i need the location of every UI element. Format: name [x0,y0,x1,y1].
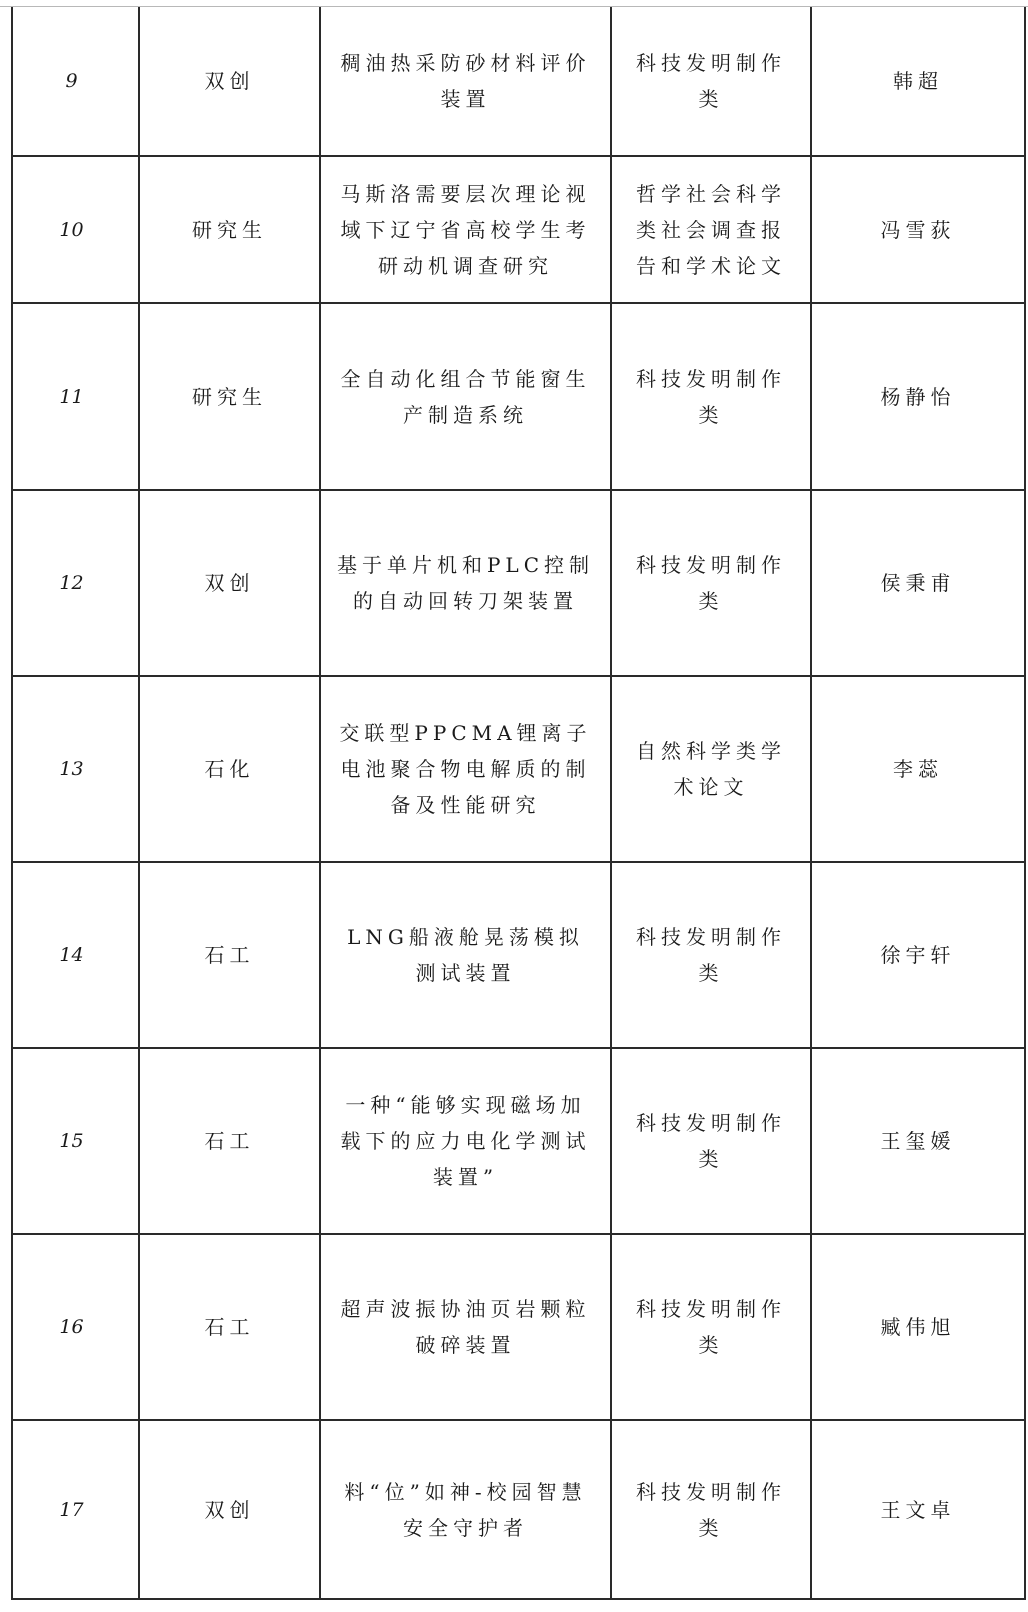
row-number: 17 [59,1498,84,1521]
title-cell [320,156,611,303]
name-cell [811,1234,1025,1420]
unit-cell [139,7,320,156]
table-row [12,490,1025,676]
row-number-cell [12,676,139,862]
name-cell [811,490,1025,676]
table-row [12,1234,1025,1420]
category-cell [611,1048,811,1234]
person-name: 杨静怡 [880,384,956,409]
table-row [12,1048,1025,1234]
name-cell [811,1048,1025,1234]
table-row [12,7,1025,156]
title-cell [320,1420,611,1599]
project-title: 料“位”如神-校园智慧安全守护者 [344,1479,587,1540]
category-text: 科技发明制作类 [636,925,786,985]
title-cell [320,862,611,1048]
row-number-cell [12,1048,139,1234]
row-number-cell [12,1234,139,1420]
name-cell [811,156,1025,303]
table-row [12,156,1025,303]
name-cell [811,303,1025,490]
row-number: 13 [59,758,84,780]
name-cell [811,1420,1025,1599]
category-cell [611,676,811,862]
person-name: 冯雪荻 [880,217,956,242]
title-cell [320,490,611,676]
title-cell [320,1234,611,1420]
category-text: 科技发明制作类 [636,366,786,427]
unit-text: 双创 [204,571,255,595]
unit-text: 石工 [204,943,255,967]
person-name: 王玺媛 [880,1129,956,1153]
project-title: 一种“能够实现磁场加载下的应力电化学测试装置” [340,1093,591,1189]
unit-cell [139,156,320,303]
unit-cell [139,1048,320,1234]
person-name: 徐宇轩 [880,943,956,967]
project-title: 交联型PPCMA锂离子电池聚合物电解质的制备及性能研究 [339,721,592,817]
table-row [12,1420,1025,1599]
name-cell [811,676,1025,862]
title-cell [320,7,611,156]
table-row [12,303,1025,490]
category-text: 科技发明制作类 [636,553,786,613]
unit-text: 研究生 [192,384,267,409]
project-title: 全自动化组合节能窗生产制造系统 [340,366,591,427]
project-table [11,7,1026,1600]
unit-cell [139,1420,320,1599]
row-number: 16 [59,1316,84,1338]
row-number: 15 [59,1130,84,1152]
row-number-cell [12,1420,139,1599]
project-title: 稠油热采防砂材料评价装置 [340,51,591,111]
row-number: 14 [59,944,84,966]
project-title: 超声波振协油页岩颗粒破碎装置 [340,1297,591,1357]
unit-text: 石工 [204,1315,255,1339]
row-number-cell [12,490,139,676]
person-name: 臧伟旭 [880,1315,956,1339]
project-title: 马斯洛需要层次理论视域下辽宁省高校学生考研动机调查研究 [340,181,591,278]
unit-text: 石化 [204,757,255,781]
project-title: LNG船液舱晃荡模拟测试装置 [347,925,584,985]
name-cell [811,7,1025,156]
unit-cell [139,862,320,1048]
category-cell [611,862,811,1048]
category-text: 科技发明制作类 [636,51,786,111]
row-number: 10 [59,218,84,241]
category-cell [611,1234,811,1420]
row-number: 9 [65,70,78,92]
category-cell [611,7,811,156]
unit-text: 双创 [204,69,255,93]
unit-cell [139,676,320,862]
category-cell [611,1420,811,1599]
category-text: 科技发明制作类 [636,1111,786,1171]
category-text: 自然科学类学术论文 [636,739,786,799]
unit-cell [139,303,320,490]
person-name: 侯秉甫 [880,571,956,595]
row-number-cell [12,862,139,1048]
unit-text: 研究生 [192,217,267,242]
name-cell [811,862,1025,1048]
person-name: 王文卓 [880,1497,956,1522]
unit-cell [139,490,320,676]
person-name: 韩超 [893,69,943,93]
person-name: 李蕊 [893,757,943,781]
table-row [12,862,1025,1048]
category-text: 科技发明制作类 [636,1297,786,1357]
title-cell [320,676,611,862]
title-cell [320,1048,611,1234]
table-row [12,676,1025,862]
category-cell [611,303,811,490]
unit-text: 双创 [204,1497,255,1522]
unit-text: 石工 [204,1129,255,1153]
category-cell [611,156,811,303]
title-cell [320,303,611,490]
unit-cell [139,1234,320,1420]
category-text: 科技发明制作类 [636,1479,786,1540]
category-text: 哲学社会科学类社会调查报告和学术论文 [636,181,786,278]
row-number-cell [12,156,139,303]
project-title: 基于单片机和PLC控制的自动回转刀架装置 [336,553,595,613]
row-number: 11 [59,385,84,408]
category-cell [611,490,811,676]
row-number-cell [12,303,139,490]
row-number-cell [12,7,139,156]
row-number: 12 [59,572,84,594]
